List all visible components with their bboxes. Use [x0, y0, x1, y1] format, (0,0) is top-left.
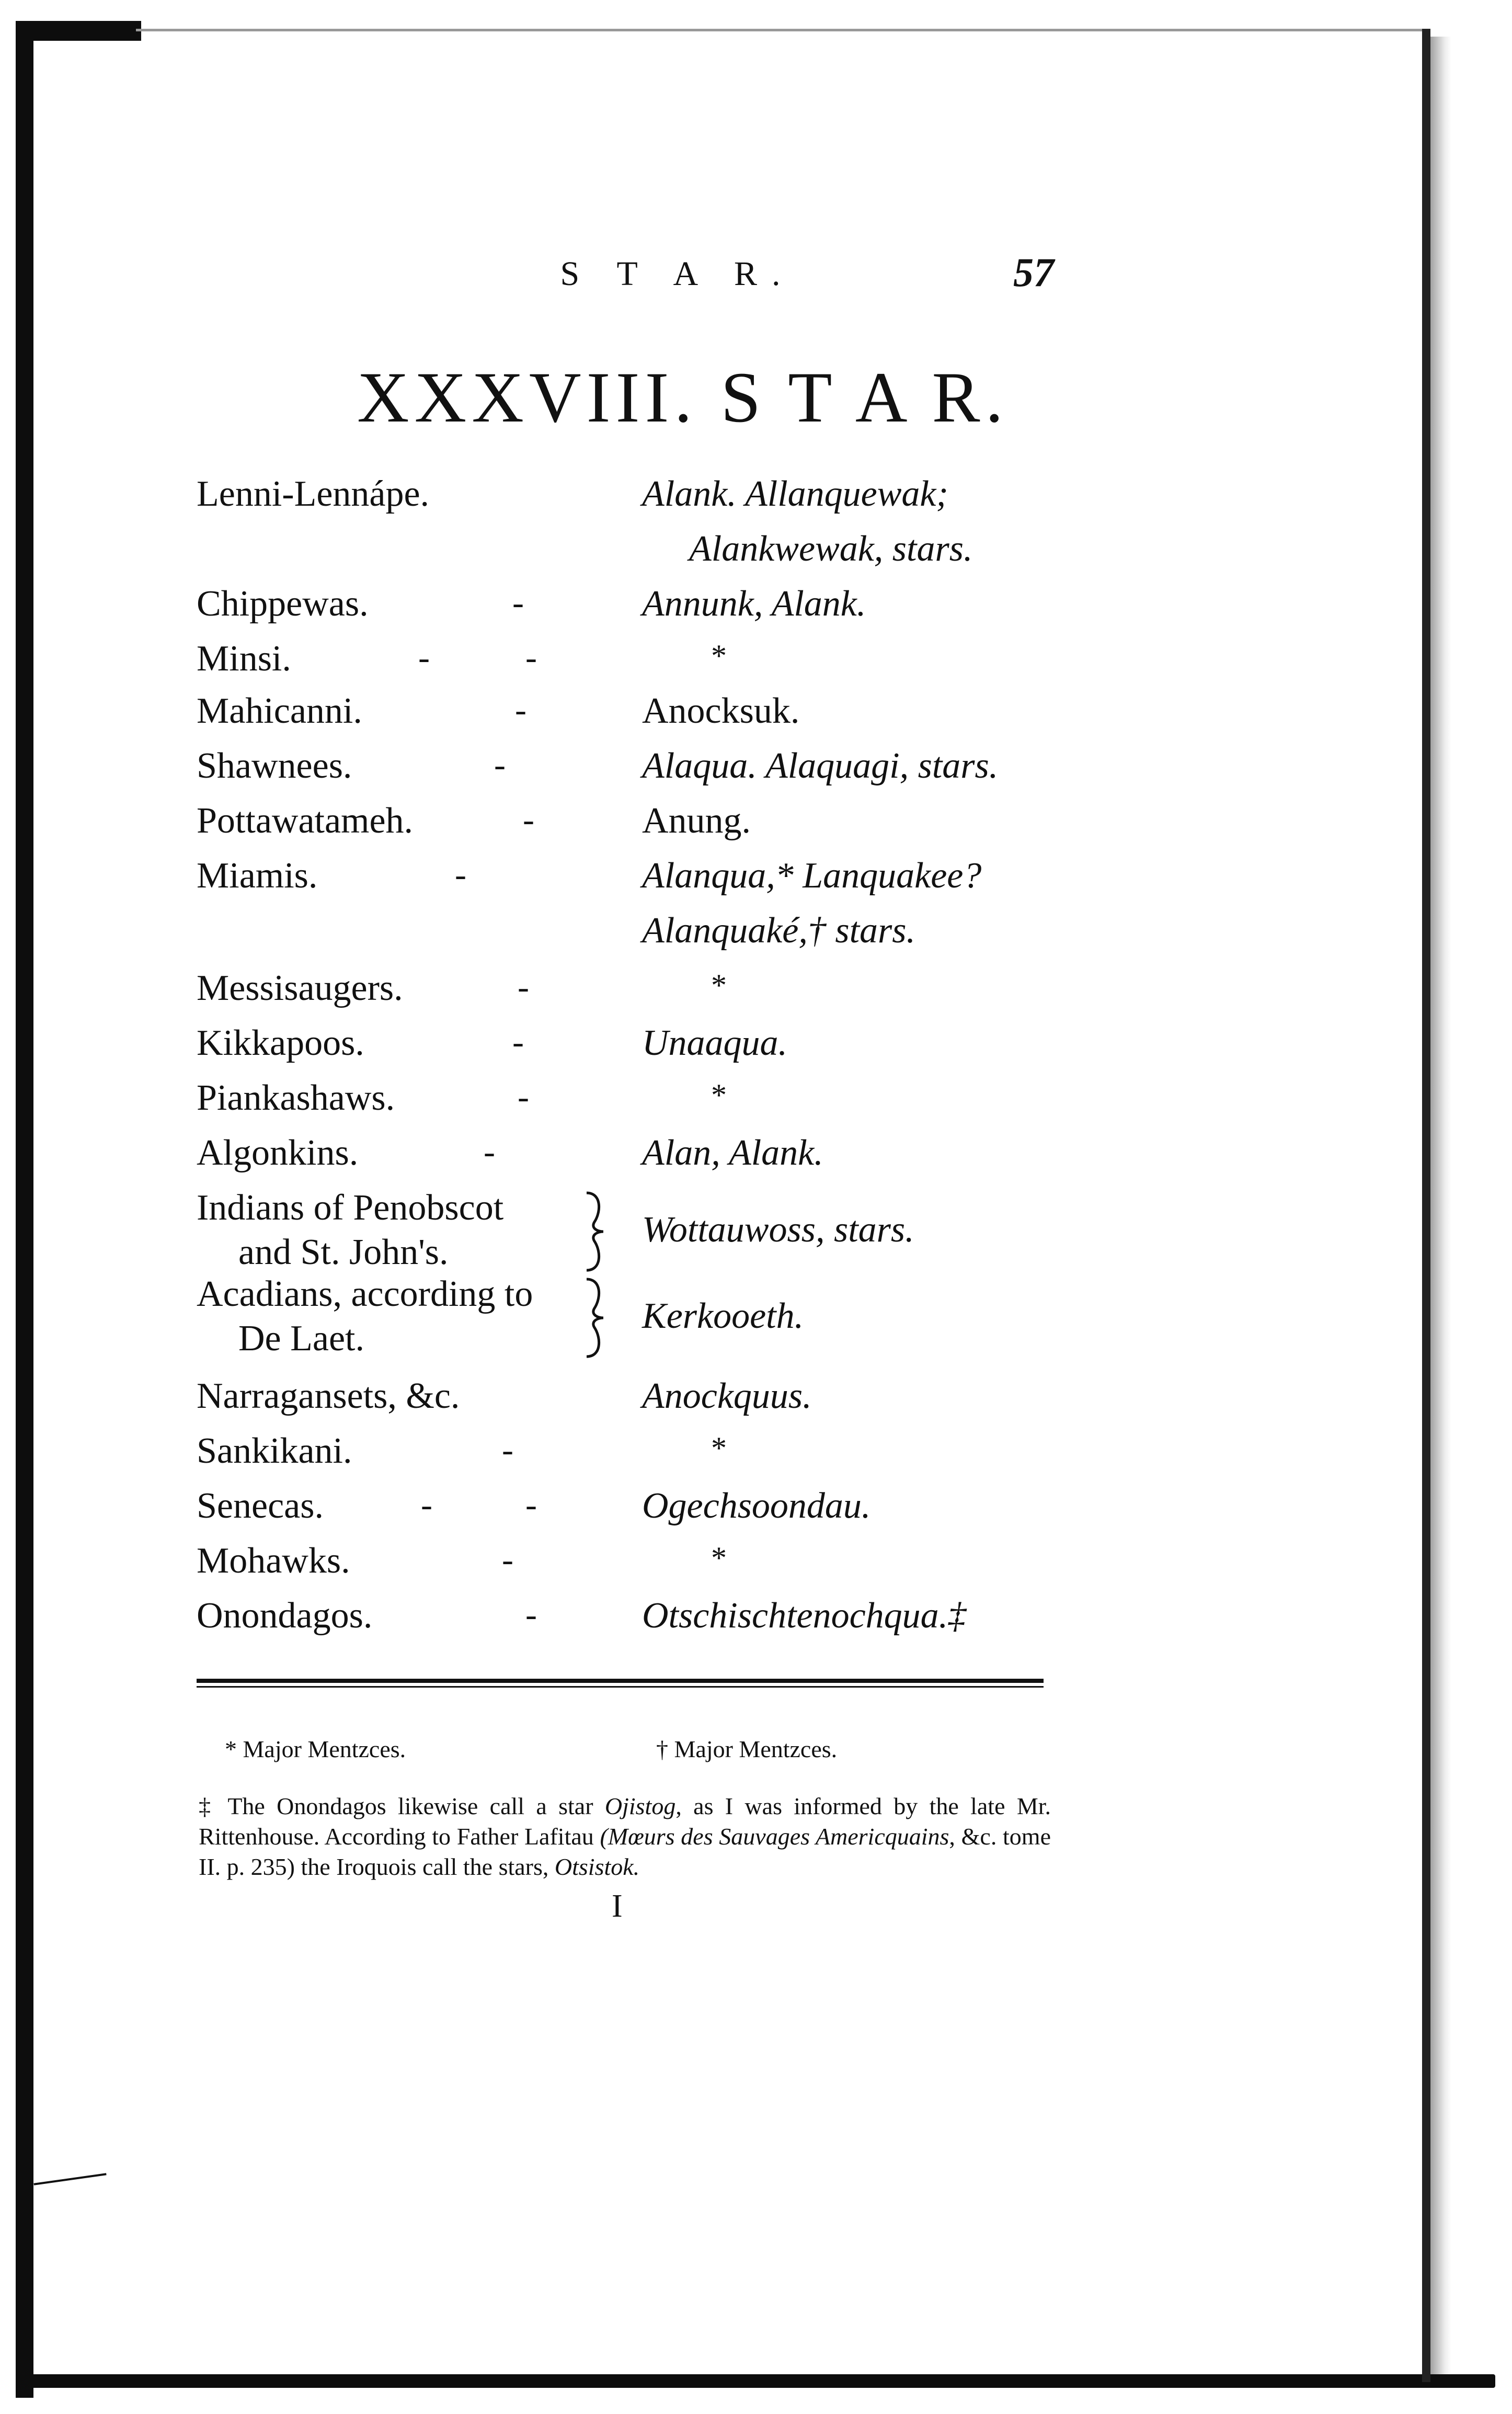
- tribe-name: Pottawatameh.: [197, 801, 414, 841]
- tribe-name: Acadians, according to: [197, 1274, 533, 1314]
- star-word: Alank. Allanquewak;: [642, 474, 948, 514]
- tribe-name: Miamis.: [197, 856, 318, 896]
- leader-dash: -: [484, 1133, 495, 1171]
- no-word-asterisk: *: [711, 1078, 727, 1112]
- tribe-name: and St. John's.: [238, 1232, 449, 1272]
- star-word: Alaqua. Alaquagi, stars.: [642, 746, 999, 786]
- leader-dash: -: [502, 1431, 513, 1469]
- tribe-name: De Laet.: [238, 1318, 364, 1359]
- leader-dash: -: [494, 746, 506, 784]
- binding-mark: [33, 2173, 106, 2185]
- footnote-word: Otsistok.: [554, 1853, 640, 1880]
- leader-dash: -: [512, 1023, 524, 1061]
- star-word: Unaaqua.: [642, 1023, 788, 1063]
- no-word-asterisk: *: [711, 1431, 727, 1465]
- footnote-book-title: (Mœurs des Sauvages Americquains: [600, 1823, 949, 1850]
- page-edge-top-left: [16, 21, 141, 41]
- leader-dash: -: [518, 1078, 529, 1116]
- leader-dash: -: [512, 584, 524, 622]
- tribe-name: Kikkapoos.: [197, 1023, 364, 1063]
- tribe-name: Mohawks.: [197, 1541, 350, 1581]
- page-edge-top: [136, 29, 1422, 31]
- star-word: Anung.: [642, 801, 751, 841]
- tribe-name: Lenni-Lennápe.: [197, 474, 430, 514]
- no-word-asterisk: *: [711, 639, 727, 673]
- leader-dash: -: [523, 801, 534, 839]
- footnote-text: , as I was informed by the late Mr. Rittenhouse. According to Father Lafitau: [199, 1793, 1051, 1850]
- footnote-text: , &c. tome II. p. 235) the Iroquois call the stars,: [199, 1823, 1051, 1880]
- tribe-name: Narragansets, &c.: [197, 1376, 460, 1416]
- leader-dash: -: [518, 968, 529, 1006]
- star-word: Anocksuk.: [642, 691, 800, 731]
- star-word: Kerkooeth.: [642, 1296, 804, 1336]
- no-word-asterisk: *: [711, 968, 727, 1003]
- footnote-text: ‡ The Onondagos likewise call a star: [199, 1793, 605, 1819]
- tribe-name: Indians of Penobscot: [197, 1188, 504, 1228]
- tribe-name: Chippewas.: [197, 584, 369, 624]
- star-word: Alanquaké,† stars.: [642, 910, 916, 951]
- leader-dash: -: [421, 1486, 432, 1524]
- leader-dash: -: [525, 1486, 537, 1524]
- page-edge-bottom: [16, 2374, 1495, 2388]
- brace-icon: [580, 1276, 612, 1360]
- leader-dash: -: [515, 691, 526, 729]
- star-word: Wottauwoss, stars.: [642, 1210, 914, 1250]
- star-word: Alanqua,* Lanquakee?: [642, 856, 982, 896]
- tribe-name: Sankikani.: [197, 1431, 352, 1471]
- footnote-star: * Major Mentzces.: [225, 1736, 406, 1762]
- star-word: Annunk, Alank.: [642, 584, 866, 624]
- tribe-name: Senecas.: [197, 1486, 324, 1526]
- tribe-name: Onondagos.: [197, 1596, 373, 1636]
- chapter-title: XXXVIII. S T A R.: [357, 357, 1009, 437]
- footnote-rule: [197, 1679, 1044, 1683]
- tribe-name: Minsi.: [197, 639, 291, 679]
- tribe-name: Mahicanni.: [197, 691, 362, 731]
- tribe-name: Shawnees.: [197, 746, 352, 786]
- footnote-dagger: † Major Mentzces.: [656, 1736, 838, 1762]
- page-number: 57: [1013, 249, 1054, 295]
- leader-dash: -: [418, 639, 430, 677]
- tribe-name: Messisaugers.: [197, 968, 403, 1008]
- signature-mark: I: [612, 1888, 623, 1924]
- star-word: Anockquus.: [642, 1376, 812, 1416]
- leader-dash: -: [525, 1596, 537, 1634]
- footnote-word: Ojistog: [604, 1793, 676, 1819]
- tribe-name: Piankashaws.: [197, 1078, 395, 1118]
- tribe-name: Algonkins.: [197, 1133, 359, 1173]
- leader-dash: -: [455, 856, 466, 894]
- leader-dash: -: [502, 1541, 513, 1579]
- footnote-double-dagger: [199, 1791, 1051, 1882]
- footnote-rule-thin: [197, 1686, 1044, 1688]
- brace-icon: [580, 1190, 612, 1273]
- running-head: S T A R.: [560, 255, 795, 293]
- star-word: Alan, Alank.: [642, 1133, 823, 1173]
- star-word: Alankwewak, stars.: [689, 529, 973, 569]
- star-word: Ogechsoondau.: [642, 1486, 871, 1526]
- leader-dash: -: [525, 639, 537, 677]
- star-word: Otschischtenochqua.‡: [642, 1596, 967, 1636]
- no-word-asterisk: *: [711, 1541, 727, 1575]
